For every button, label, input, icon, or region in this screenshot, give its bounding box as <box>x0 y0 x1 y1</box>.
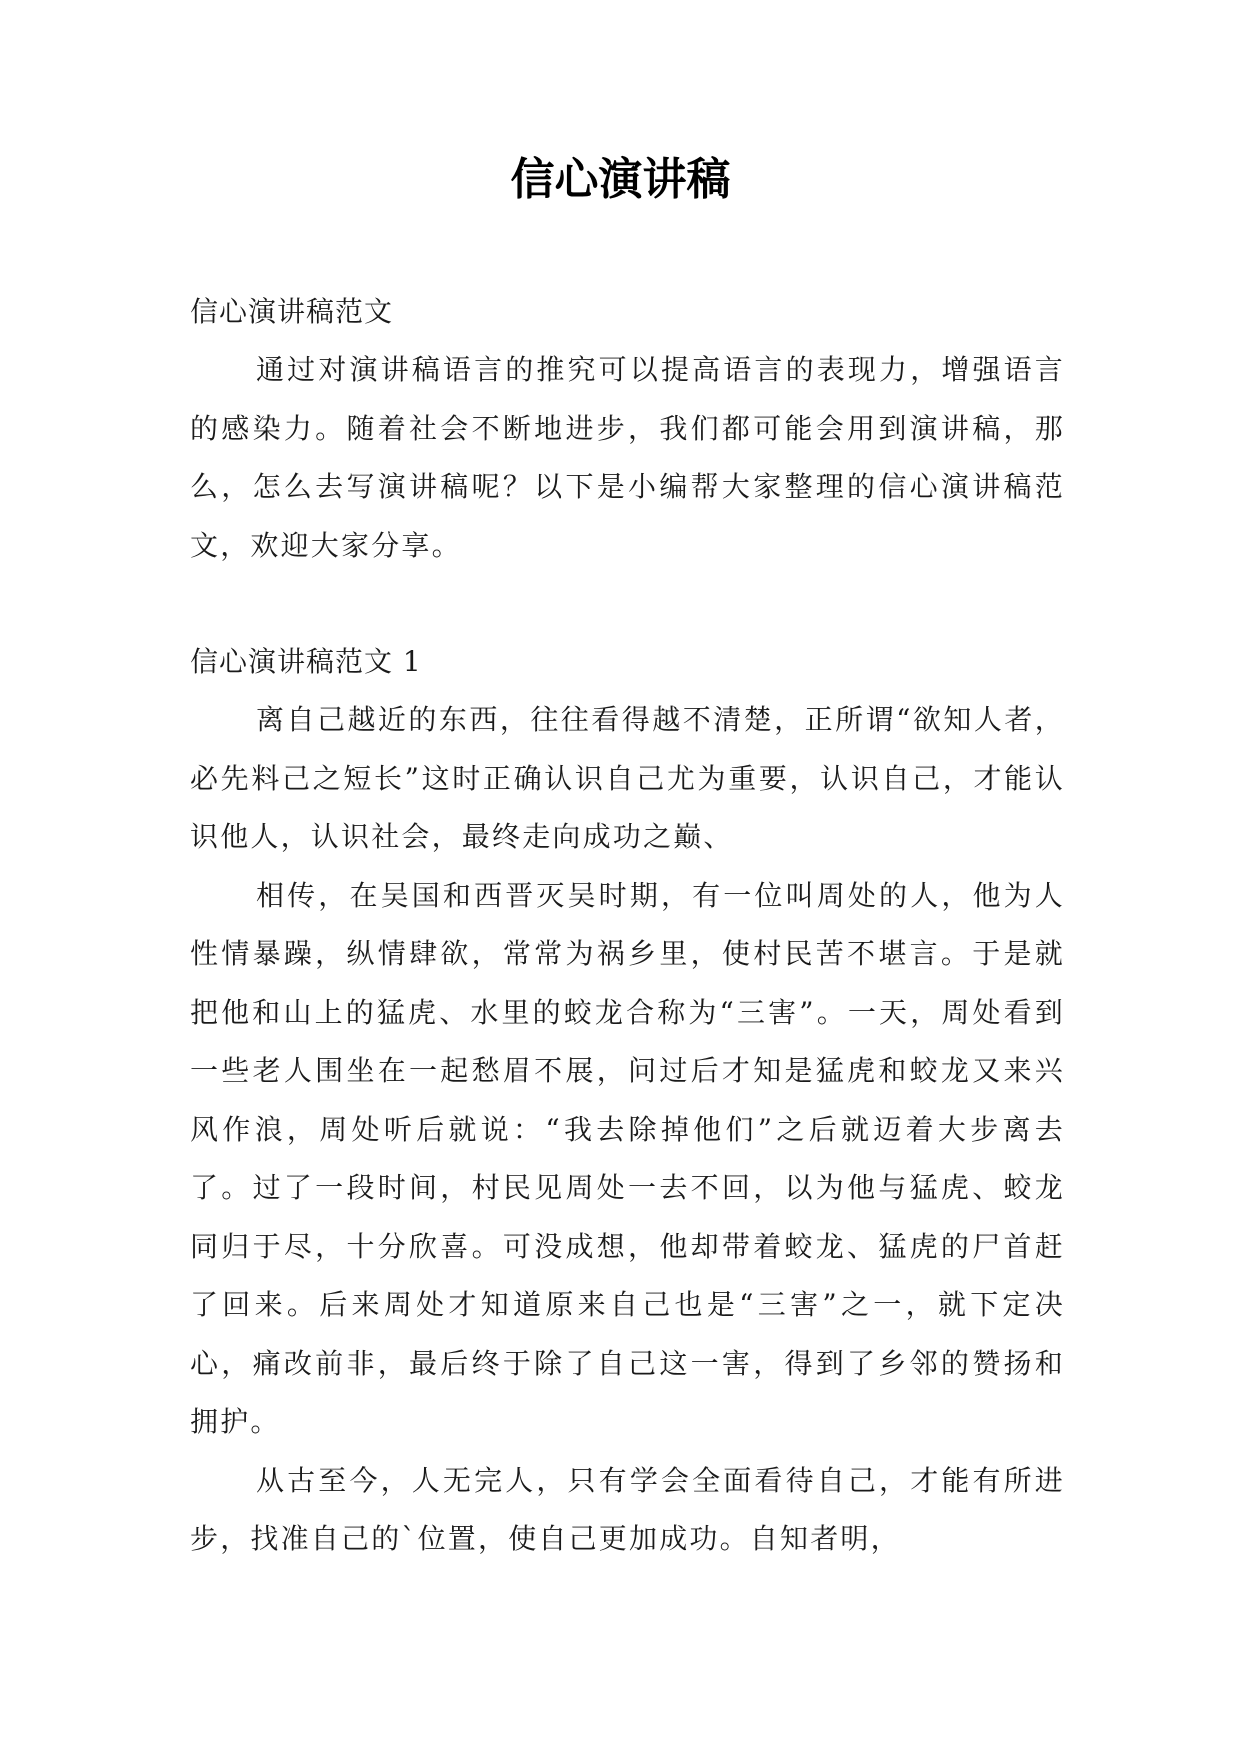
document-body <box>190 283 1065 1569</box>
paragraph: 相传，在吴国和西晋灭吴时期，有一位叫周处的人，他为人性情暴躁，纵情肆欲，常常为祸乡里，使村民苦不堪言。于是就把他和山上的猛虎、水里的蛟龙合称为“三害”。一天，周处看到一些老人围坐在一起愁眉不展，问过后才知是猛虎和蛟龙又来兴风作浪，周处听后就说：“我去除掉他们”之后就迈着大步离去了。过了一段时间，村民见周处一去不回，以为他与猛虎、蛟龙同归于尽，十分欣喜。可没成想，他却带着蛟龙、猛虎的尸首赶了回来。后来周处才知道原来自己也是“三害”之一，就下定决心，痛改前非，最后终于除了自己这一害，得到了乡邻的赞扬和拥护。 <box>190 878 1065 1438</box>
section-heading: 信心演讲稿范文 1 <box>190 645 422 678</box>
paragraph: 通过对演讲稿语言的推究可以提高语言的表现力，增强语言的感染力。随着社会不断地进步，我们都可能会用到演讲稿，那么，怎么去写演讲稿呢？以下是小编帮大家整理的信心演讲稿范文，欢迎大家分享。 <box>190 353 1065 562</box>
paragraph: 离自己越近的东西，往往看得越不清楚，正所谓“欲知人者，必先料己之短长”这时正确认识自己尤为重要，认识自己，才能认识他人，认识社会，最终走向成功之巅、 <box>190 703 1065 853</box>
document-title: 信心演讲稿 <box>510 154 731 205</box>
section-heading: 信心演讲稿范文 <box>190 295 394 328</box>
section-spacer <box>190 575 1065 633</box>
paragraph: 从古至今，人无完人，只有学会全面看待自己，才能有所进步，找准自己的`位置，使自己更加成功。自知者明， <box>190 1463 1065 1555</box>
